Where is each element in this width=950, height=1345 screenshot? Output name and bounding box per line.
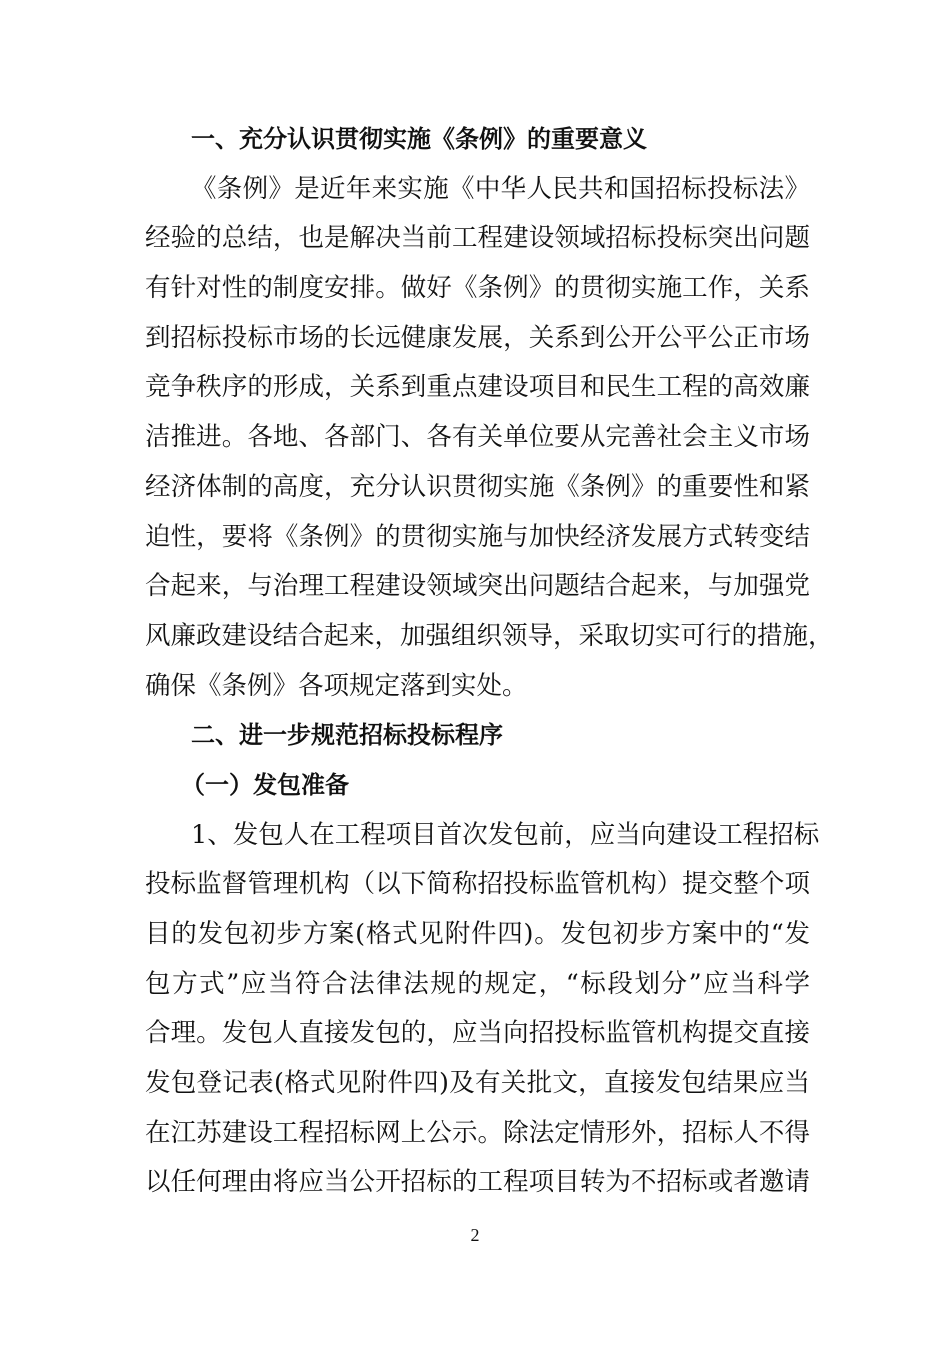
paragraph-2 <box>145 811 820 1209</box>
section-heading-1: 一、充分认识贯彻实施《条例》的重要意义 <box>191 125 647 153</box>
paragraph-line: 发包登记表(格式见附件四)及有关批文，直接发包结果应当 <box>145 1068 810 1099</box>
paragraph-line: 在江苏建设工程招标网上公示。除法定情形外，招标人不得 <box>145 1117 810 1148</box>
paragraph-line: 《条例》是近年来实施《中华人民共和国招标投标法》 <box>191 173 810 204</box>
document-body <box>145 115 834 1208</box>
paragraph-line: 包方式”应当符合法律法规的规定，“标段划分”应当科学 <box>145 968 810 999</box>
paragraph-1 <box>145 165 834 712</box>
paragraph-line: 有针对性的制度安排。做好《条例》的贯彻实施工作，关系 <box>145 273 810 304</box>
paragraph-line: 目的发包初步方案(格式见附件四)。发包初步方案中的“发 <box>145 919 810 949</box>
subsection-heading: （一）发包准备 <box>181 770 349 799</box>
paragraph-line: 投标监督管理机构（以下简称招投标监管机构）提交整个项 <box>145 869 810 900</box>
section-heading-2: 二、进一步规范招标投标程序 <box>191 721 503 750</box>
paragraph-line: 经济体制的高度，充分认识贯彻实施《条例》的重要性和紧 <box>145 471 810 502</box>
paragraph-line: 以任何理由将应当公开招标的工程项目转为不招标或者邀请 <box>145 1167 810 1198</box>
page-number: 2 <box>470 1225 480 1245</box>
paragraph-line: 到招标投标市场的长远健康发展，关系到公开公平公正市场 <box>145 322 810 353</box>
paragraph-line: 1、发包人在工程项目首次发包前，应当向建设工程招标 <box>191 819 820 850</box>
paragraph-line: 合起来，与治理工程建设领域突出问题结合起来，与加强党 <box>145 571 810 602</box>
paragraph-line: 经验的总结，也是解决当前工程建设领域招标投标突出问题 <box>145 223 810 254</box>
paragraph-line: 确保《条例》各项规定落到实处。 <box>145 670 528 701</box>
paragraph-line: 洁推进。各地、各部门、各有关单位要从完善社会主义市场 <box>145 422 810 453</box>
paragraph-line: 合理。发包人直接发包的，应当向招投标监管机构提交直接 <box>145 1018 810 1049</box>
paragraph-line: 竞争秩序的形成，关系到重点建设项目和民生工程的高效廉 <box>145 372 810 403</box>
paragraph-line: 风廉政建设结合起来，加强组织领导，采取切实可行的措施， <box>145 620 834 651</box>
paragraph-line: 迫性，要将《条例》的贯彻实施与加快经济发展方式转变结 <box>145 521 810 552</box>
